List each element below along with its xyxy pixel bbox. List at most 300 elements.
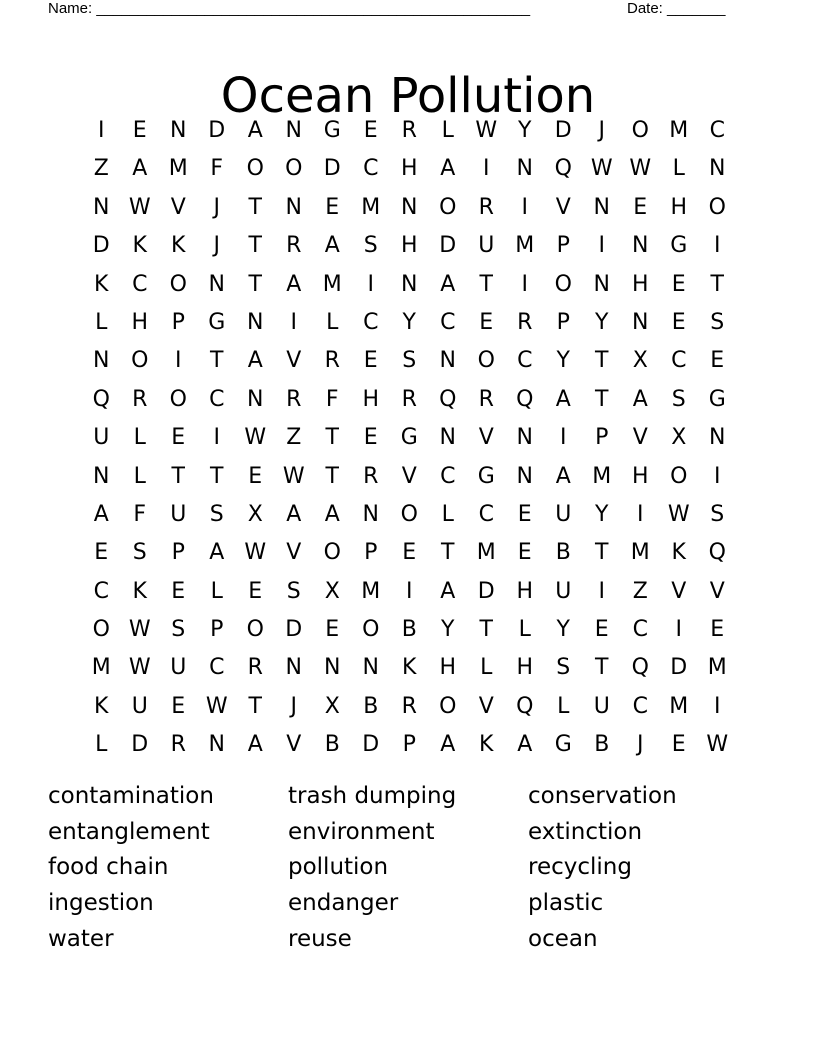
grid-letter: R [324,348,340,374]
grid-letter: O [477,348,495,374]
grid-letter: M [476,540,496,566]
grid-letter: Q [516,386,534,412]
grid-letter: E [633,194,648,220]
grid-letter: L [518,617,531,643]
grid-letter: T [595,348,609,374]
grid-letter: A [93,501,109,527]
word-list-item: recycling [528,854,632,881]
grid-letter: O [439,194,457,220]
grid-letter: Y [595,501,609,527]
grid-letter: T [441,540,455,566]
grid-letter: E [710,348,725,374]
grid-letter: E [363,348,378,374]
grid-letter: T [248,194,262,220]
grid-letter: W [629,156,652,182]
grid-letter: A [324,233,340,259]
grid-letter: N [247,309,264,335]
grid-letter: V [401,463,417,489]
grid-letter: E [594,617,609,643]
grid-letter: D [131,732,149,758]
grid-letter: O [92,617,110,643]
grid-letter: R [401,386,417,412]
grid-letter: D [439,233,457,259]
grid-letter: U [170,501,187,527]
grid-letter: P [556,309,570,335]
grid-letter: X [671,425,687,451]
grid-letter: M [322,271,342,297]
grid-letter: D [92,233,110,259]
grid-letter: R [478,194,494,220]
grid-letter: N [208,732,225,758]
grid-letter: E [132,118,147,143]
word-list-item: environment [288,818,435,845]
grid-letter: S [710,501,725,527]
grid-letter: O [323,540,341,566]
grid-letter: I [714,463,721,489]
grid-letter: N [93,463,110,489]
grid-letter: L [557,693,570,719]
grid-letter: U [555,501,572,527]
grid-letter: O [169,386,187,412]
grid-letter: I [213,425,220,451]
grid-letter: R [170,732,186,758]
page-title: Ocean Pollution [220,68,596,125]
grid-letter: Z [632,578,648,604]
grid-letter: T [595,655,609,681]
grid-letter: C [632,617,648,643]
grid-letter: N [324,655,341,681]
grid-letter: N [516,425,533,451]
grid-letter: A [555,463,571,489]
grid-letter: C [132,271,148,297]
grid-letter: Y [556,348,570,374]
grid-letter: R [517,309,533,335]
grid-letter: F [133,501,147,527]
grid-letter: T [325,425,339,451]
grid-letter: W [590,156,613,182]
word-list-item: water [48,925,114,952]
grid-letter: O [169,271,187,297]
grid-letter: G [477,463,495,489]
grid-letter: V [671,578,687,604]
grid-letter: N [709,425,726,451]
grid-letter: N [516,463,533,489]
grid-letter: L [133,425,146,451]
word-list-item: food chain [48,854,169,881]
grid-letter: O [285,156,303,182]
grid-letter: X [324,578,340,604]
grid-letter: N [93,348,110,374]
grid-letter: B [363,693,379,719]
grid-letter: N [362,501,379,527]
grid-letter: S [556,655,571,681]
word-list-item: pollution [288,854,389,881]
grid-letter: Y [518,118,532,143]
grid-letter: D [208,118,226,143]
grid-letter: N [632,309,649,335]
grid-letter: U [478,233,495,259]
grid-letter: G [208,309,226,335]
grid-letter: E [710,617,725,643]
grid-letter: W [475,118,498,143]
grid-letter: N [285,655,302,681]
grid-letter: C [440,309,456,335]
grid-letter: I [675,617,682,643]
grid-letter: A [286,501,302,527]
grid-letter: X [632,348,648,374]
grid-letter: T [325,463,339,489]
grid-letter: K [132,233,147,259]
grid-letter: R [247,655,263,681]
grid-letter: M [630,540,650,566]
grid-letter: Q [708,540,726,566]
grid-letter: T [248,233,262,259]
grid-letter: H [362,386,380,412]
grid-letter: G [708,386,726,412]
grid-letter: R [401,118,417,143]
date-field-label: Date: _______ [627,0,726,17]
grid-letter: K [94,271,109,297]
grid-letter: Q [92,386,110,412]
grid-letter: M [515,233,535,259]
grid-letter: U [93,425,110,451]
grid-letter: N [709,156,726,182]
grid-letter: N [208,271,225,297]
grid-letter: A [632,386,648,412]
grid-letter: I [598,233,605,259]
grid-letter: M [707,655,727,681]
grid-letter: A [247,348,263,374]
grid-letter: G [400,425,418,451]
grid-letter: V [478,693,494,719]
grid-letter: H [631,463,649,489]
grid-letter: V [286,732,302,758]
grid-letter: W [128,617,151,643]
grid-letter: N [401,271,418,297]
grid-letter: C [209,386,225,412]
grid-letter: D [285,617,303,643]
grid-letter: A [440,732,456,758]
grid-letter: L [480,655,493,681]
grid-letter: H [670,194,688,220]
grid-letter: L [441,118,454,143]
grid-letter: A [209,540,225,566]
grid-letter: C [363,309,379,335]
word-list-item: ocean [528,925,598,952]
grid-letter: M [361,194,381,220]
grid-letter: S [286,578,301,604]
grid-letter: N [285,118,302,143]
grid-letter: I [175,348,182,374]
grid-letter: I [290,309,297,335]
grid-letter: I [714,233,721,259]
grid-letter: S [363,233,378,259]
grid-letter: P [595,425,609,451]
grid-letter: E [171,425,186,451]
grid-letter: E [248,463,263,489]
grid-letter: H [400,233,418,259]
grid-letter: R [478,386,494,412]
grid-letter: K [132,578,147,604]
grid-letter: S [209,501,224,527]
grid-letter: J [598,118,605,143]
grid-letter: T [595,386,609,412]
word-list-item: conservation [528,783,677,809]
grid-letter: R [286,233,302,259]
grid-letter: F [210,156,224,182]
grid-letter: E [671,271,686,297]
grid-letter: M [669,693,689,719]
grid-letter: L [326,309,339,335]
grid-letter: T [248,271,262,297]
word-list-item: reuse [288,925,352,952]
grid-letter: O [131,348,149,374]
grid-letter: W [282,463,305,489]
grid-letter: T [710,271,724,297]
grid-letter: B [594,732,610,758]
grid-letter: K [402,655,417,681]
grid-letter: Q [439,386,457,412]
grid-letter: P [171,309,185,335]
grid-letter: O [554,271,572,297]
grid-letter: P [556,233,570,259]
grid-letter: A [440,271,456,297]
grid-letter: V [709,578,725,604]
grid-letter: V [170,194,186,220]
word-list-item: plastic [528,890,604,917]
grid-letter: O [439,693,457,719]
grid-letter: O [246,156,264,182]
grid-letter: H [131,309,149,335]
grid-letter: R [286,386,302,412]
grid-letter: A [247,118,263,143]
grid-letter: N [247,386,264,412]
grid-letter: L [210,578,223,604]
grid-letter: T [479,271,493,297]
grid-letter: A [324,501,340,527]
grid-letter: Z [93,156,109,182]
grid-letter: V [555,194,571,220]
grid-letter: M [592,463,612,489]
grid-letter: M [669,118,689,143]
grid-letter: W [706,732,729,758]
grid-letter: C [93,578,109,604]
grid-letter: Y [556,617,570,643]
grid-letter: K [94,693,109,719]
grid-letter: C [517,348,533,374]
grid-letter: S [171,617,186,643]
grid-letter: Y [441,617,455,643]
grid-letter: O [246,617,264,643]
grid-letter: G [670,233,688,259]
grid-letter: Y [402,309,416,335]
grid-letter: A [517,732,533,758]
grid-letter: W [244,540,267,566]
grid-letter: E [402,540,417,566]
grid-letter: N [93,194,110,220]
grid-letter: K [671,540,686,566]
grid-letter: E [671,732,686,758]
grid-letter: E [171,693,186,719]
grid-letter: K [171,233,186,259]
grid-letter: T [210,348,224,374]
grid-letter: F [325,386,339,412]
grid-letter: I [521,271,528,297]
grid-letter: T [171,463,185,489]
grid-letter: Y [595,309,609,335]
grid-letter: N [401,194,418,220]
grid-letter: J [637,732,644,758]
grid-letter: L [95,309,108,335]
grid-letter: C [478,501,494,527]
grid-letter: E [363,425,378,451]
grid-letter: Q [554,156,572,182]
grid-letter: W [667,501,690,527]
grid-letter: D [477,578,495,604]
grid-letter: S [402,348,417,374]
grid-letter: A [132,156,148,182]
grid-letter: S [671,386,686,412]
grid-letter: V [286,540,302,566]
letter-grid [82,112,737,765]
grid-letter: U [131,693,148,719]
grid-letter: W [128,655,151,681]
word-list-item: endanger [288,890,399,917]
grid-letter: E [325,194,340,220]
grid-letter: U [555,578,572,604]
grid-letter: A [440,156,456,182]
grid-letter: D [362,732,380,758]
word-list-item: ingestion [48,890,154,917]
grid-letter: J [290,693,297,719]
grid-letter: C [632,693,648,719]
grid-letter: T [210,463,224,489]
grid-letter: K [479,732,494,758]
grid-letter: M [91,655,111,681]
grid-letter: L [133,463,146,489]
word-list-item: trash dumping [288,783,457,809]
grid-letter: P [402,732,416,758]
grid-letter: C [209,655,225,681]
grid-letter: E [517,501,532,527]
grid-letter: D [670,655,688,681]
grid-letter: M [168,156,188,182]
grid-letter: N [439,425,456,451]
grid-letter: T [248,693,262,719]
grid-letter: E [517,540,532,566]
grid-letter: U [170,655,187,681]
grid-letter: H [631,271,649,297]
grid-letter: I [98,118,105,143]
grid-letter: H [400,156,418,182]
grid-letter: E [248,578,263,604]
grid-letter: I [521,194,528,220]
grid-letter: R [401,693,417,719]
word-list-item: entanglement [48,818,210,845]
grid-letter: P [210,617,224,643]
word-list [48,779,768,959]
grid-letter: H [516,655,534,681]
word-list-item: contamination [48,783,214,809]
grid-letter: N [593,271,610,297]
grid-letter: N [516,156,533,182]
grid-letter: V [286,348,302,374]
grid-letter: E [325,617,340,643]
grid-letter: I [598,578,605,604]
grid-letter: E [363,118,378,143]
grid-letter: V [632,425,648,451]
grid-letter: P [171,540,185,566]
header-row [48,0,748,20]
grid-letter: B [324,732,340,758]
grid-letter: T [479,617,493,643]
grid-letter: R [132,386,148,412]
grid-letter: I [367,271,374,297]
grid-letter: B [401,617,417,643]
grid-letter: W [205,693,228,719]
grid-letter: I [714,693,721,719]
grid-letter: I [560,425,567,451]
grid-letter: P [364,540,378,566]
grid-letter: A [247,732,263,758]
grid-letter: N [632,233,649,259]
grid-letter: N [439,348,456,374]
grid-letter: L [95,732,108,758]
grid-letter: C [709,118,725,143]
grid-letter: Q [631,655,649,681]
grid-letter: N [170,118,187,143]
grid-letter: N [362,655,379,681]
grid-letter: E [171,578,186,604]
grid-letter: L [672,156,685,182]
grid-letter: N [285,194,302,220]
grid-letter: G [554,732,572,758]
grid-letter: R [363,463,379,489]
grid-letter: I [406,578,413,604]
grid-letter: G [323,118,341,143]
grid-letter: W [128,194,151,220]
grid-letter: J [213,194,220,220]
grid-letter: S [132,540,147,566]
grid-letter: T [595,540,609,566]
grid-letter: L [441,501,454,527]
grid-letter: M [361,578,381,604]
grid-letter: E [94,540,109,566]
grid-letter: O [670,463,688,489]
grid-letter: E [671,309,686,335]
grid-letter: E [479,309,494,335]
grid-letter: V [478,425,494,451]
grid-letter: O [631,118,649,143]
grid-letter: C [440,463,456,489]
grid-letter: I [637,501,644,527]
grid-letter: Z [286,425,302,451]
grid-letter: Q [516,693,534,719]
grid-letter: U [593,693,610,719]
grid-letter: I [483,156,490,182]
grid-letter: H [516,578,534,604]
grid-letter: A [440,578,456,604]
grid-letter: O [708,194,726,220]
grid-letter: X [247,501,263,527]
grid-letter: B [555,540,571,566]
grid-letter: D [323,156,341,182]
grid-letter: O [400,501,418,527]
grid-letter: O [362,617,380,643]
grid-letter: S [710,309,725,335]
grid-letter: C [671,348,687,374]
name-field-label: Name: ____________________________________________________ [48,0,531,17]
